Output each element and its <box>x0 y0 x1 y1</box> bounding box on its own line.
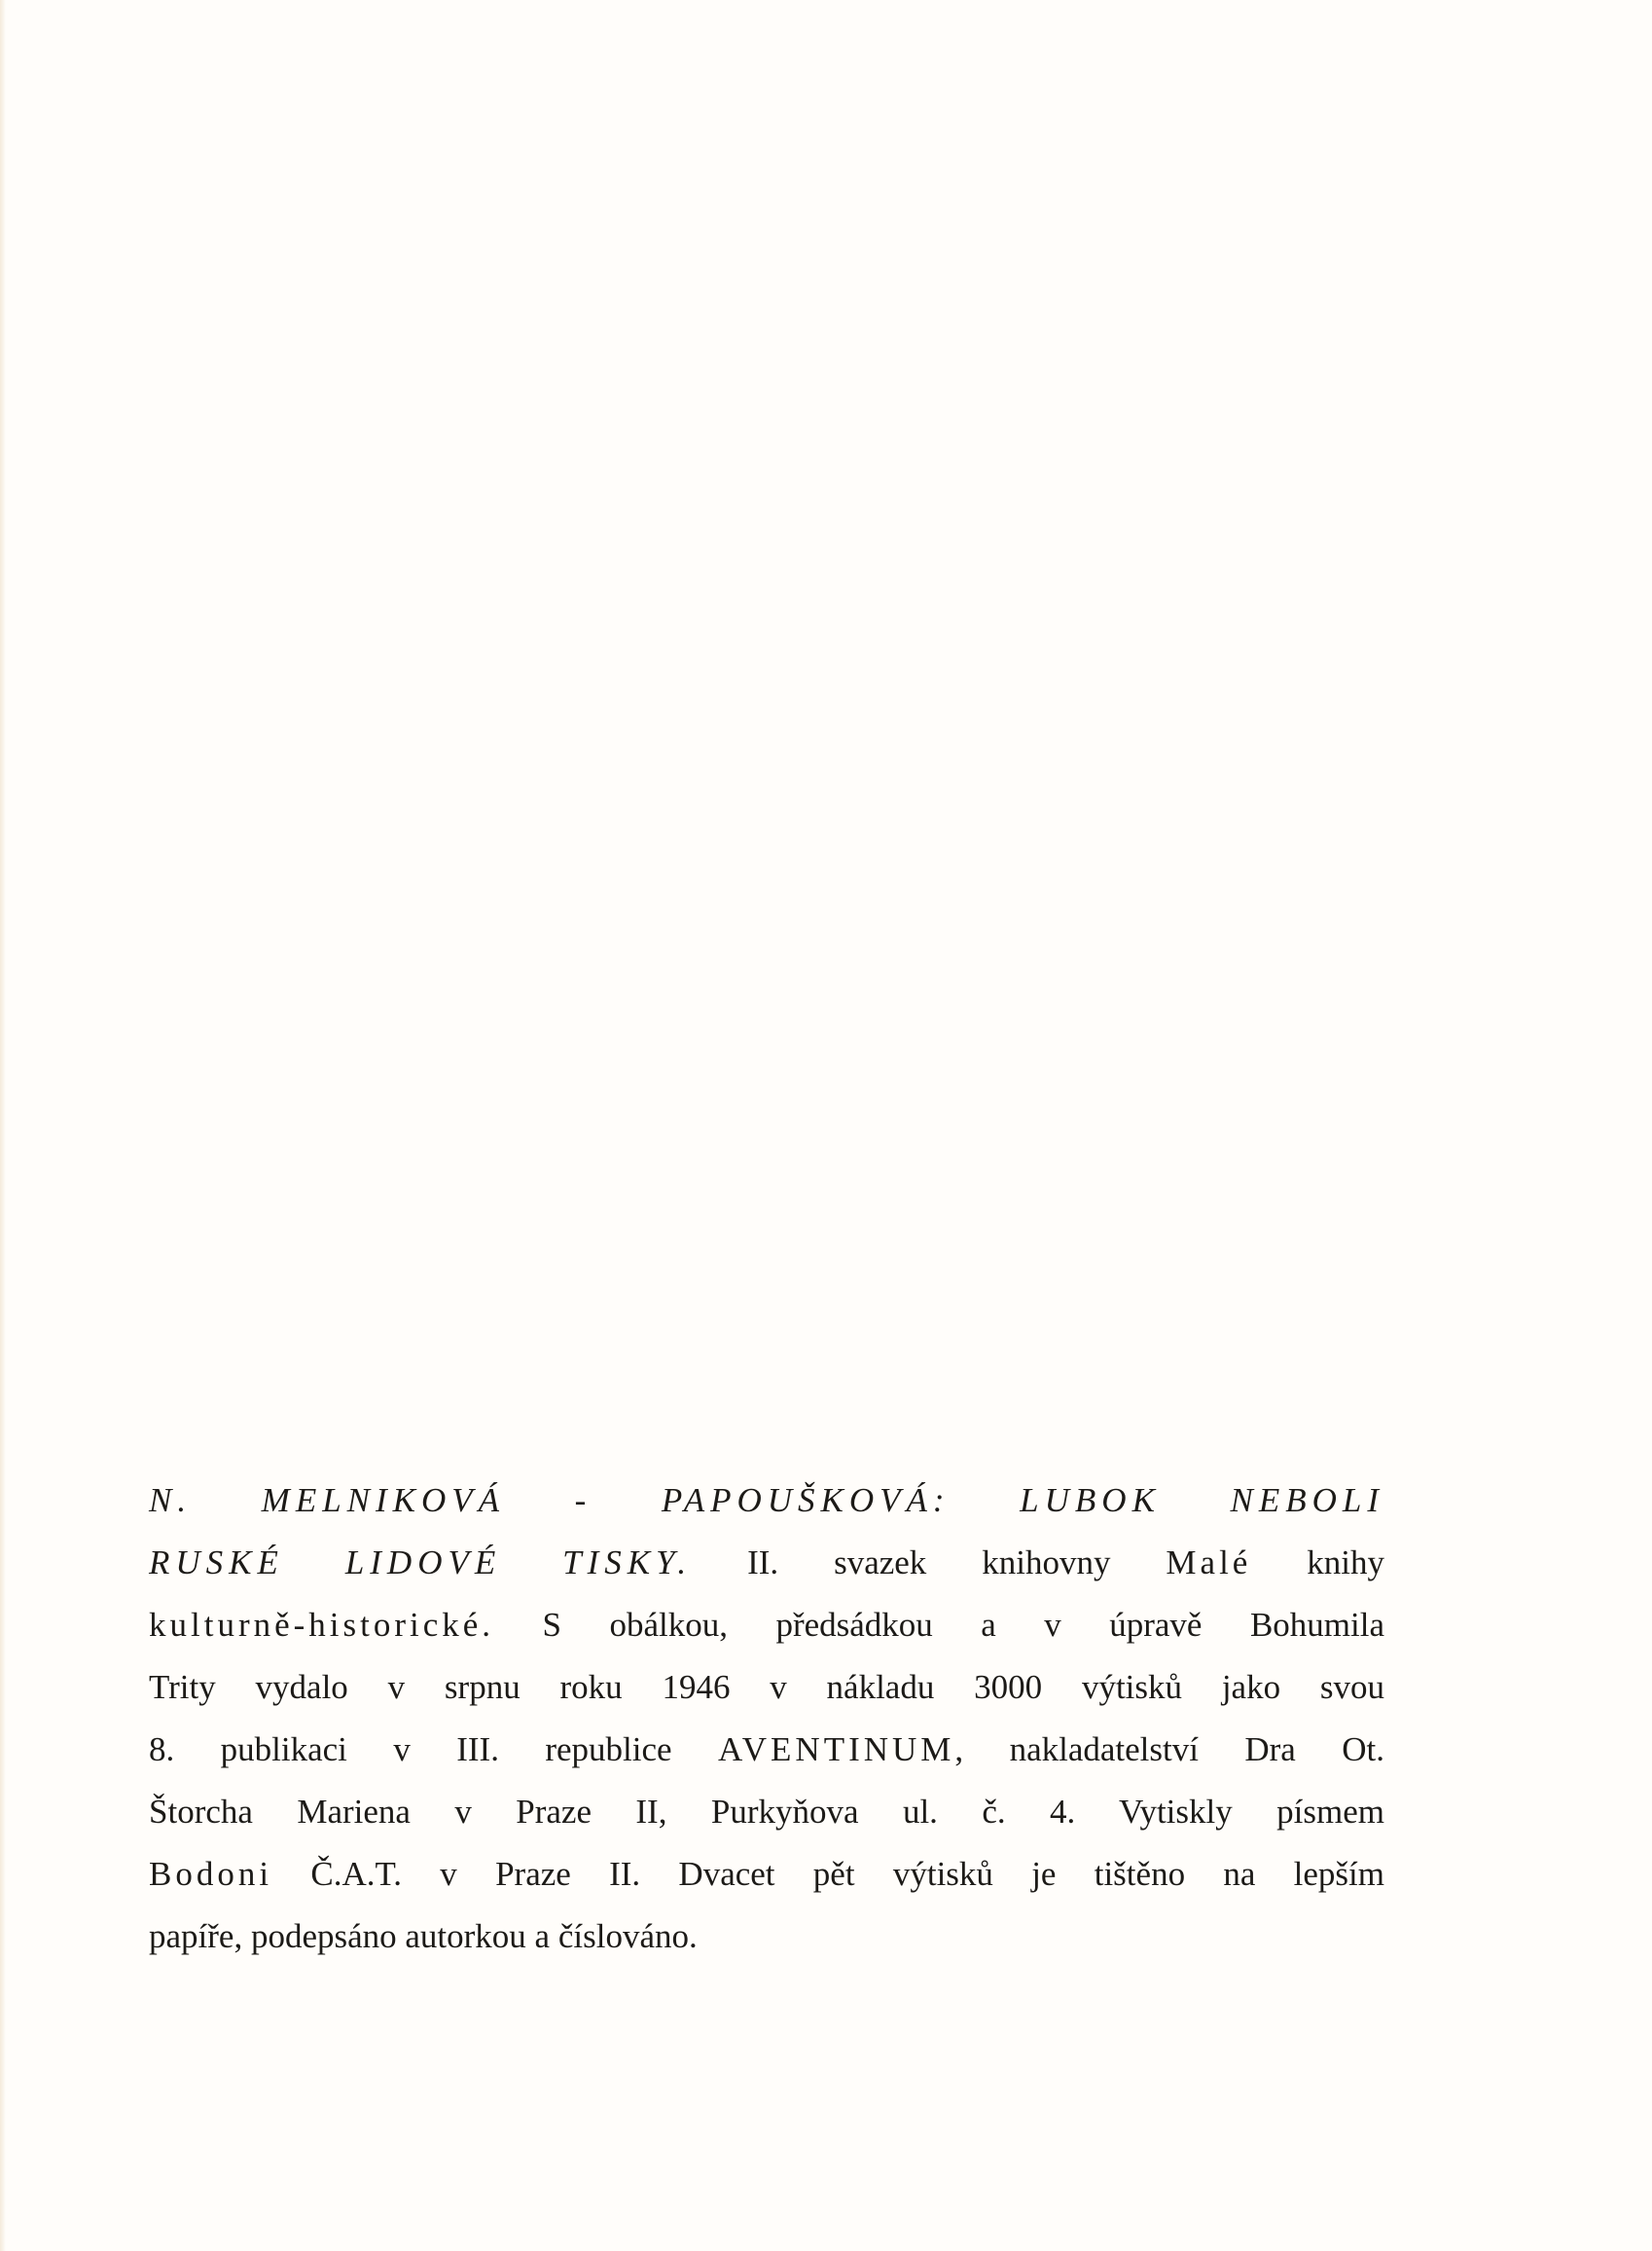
publisher-name-spaced: AVENTINUM <box>718 1730 955 1768</box>
colophon-line-4 <box>149 1656 1384 1719</box>
colophon-text <box>149 1470 1384 1968</box>
colophon-text-segment: knihy <box>1251 1543 1385 1581</box>
colophon-line-6 <box>149 1781 1384 1843</box>
colophon-text-segment: Č.A.T. v Praze II. Dvacet pět výtisků je tištěno na lepším <box>272 1855 1384 1893</box>
series-name-spaced: kulturně-historické. <box>149 1606 495 1644</box>
colophon-text-segment: Trity vydalo v srpnu roku 1946 v nákladu 3000 výtisků jako svou <box>149 1668 1384 1706</box>
series-name-spaced: Malé <box>1166 1543 1252 1581</box>
colophon-line-2 <box>149 1532 1384 1594</box>
colophon-text-segment: , nakladatelství Dra Ot. <box>954 1730 1384 1768</box>
colophon-line-8 <box>149 1906 1384 1968</box>
colophon-text-segment: II. svazek knihovny <box>692 1543 1167 1581</box>
colophon-line-7 <box>149 1843 1384 1906</box>
typeface-name-spaced: Bodoni <box>149 1855 273 1893</box>
colophon-text-segment: papíře, podepsáno autorkou a číslováno. <box>149 1917 698 1955</box>
author-and-title: N. MELNIKOVÁ - PAPOUŠKOVÁ: LUBOK NEBOLI <box>149 1481 1384 1519</box>
colophon-text-segment: 8. publikaci v III. republice <box>149 1730 718 1768</box>
colophon-line-5 <box>149 1719 1384 1781</box>
page-binding-edge <box>0 0 6 2251</box>
colophon-text-segment: S obálkou, předsádkou a v úpravě Bohumila <box>494 1606 1384 1644</box>
colophon-line-3 <box>149 1594 1384 1656</box>
colophon-text-segment: Štorcha Mariena v Praze II, Purkyňova ul. č. 4. Vytiskly písmem <box>149 1793 1384 1831</box>
colophon-line-1 <box>149 1470 1384 1532</box>
title-continued: RUSKÉ LIDOVÉ TISKY. <box>149 1543 693 1581</box>
